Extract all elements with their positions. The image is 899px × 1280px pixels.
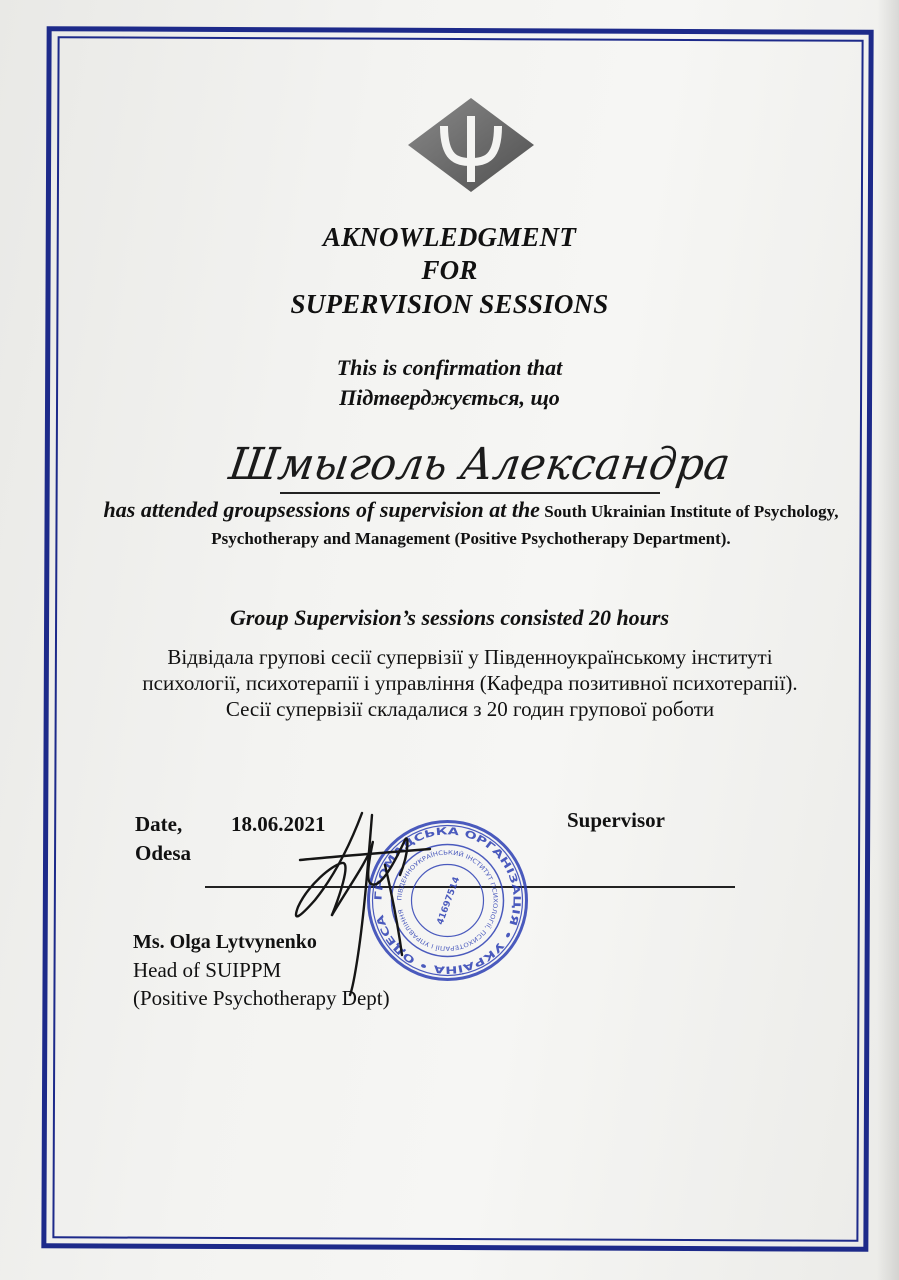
stamp-code: 41697514 xyxy=(435,875,463,927)
name-underline xyxy=(280,492,660,494)
english-body-institution: South Ukrainian Institute of Psychology, Psychotherapy and Management (Positive Psychotherapy Department). xyxy=(211,502,839,548)
page-edge-shadow xyxy=(877,0,899,1280)
ukrainian-line-3: Сесії супервізії складалися з 20 годин групової роботи xyxy=(225,697,715,721)
title-line-1: AKNOWLEDGMENT xyxy=(322,222,577,252)
stamp-inner-text: ПІВДЕННОУКРАЇНСЬКИЙ ІНСТИТУТ ПСИХОЛОГІЇ, ПСИХОТЕРАПІЇ І УПРАВЛІННЯ xyxy=(396,849,499,952)
confirmation-english: This is confirmation that xyxy=(336,355,563,380)
ukrainian-body xyxy=(90,644,850,722)
supervisor-label: Supervisor xyxy=(567,808,666,832)
signer-department: (Positive Psychotherapy Dept) xyxy=(133,986,390,1010)
ukrainian-line-1: Відвідала групові сесії супервізії у Південноукраїнському інституті xyxy=(167,645,773,669)
english-body-lead: has attended groupsessions of supervision at the xyxy=(103,497,540,522)
ukrainian-line-2: психології, психотерапії і управління (Кафедра позитивної психотерапії). xyxy=(142,671,798,695)
title-line-2: FOR xyxy=(421,255,478,285)
signer-name: Ms. Olga Lytvynenko xyxy=(133,931,317,953)
date-label: Date, xyxy=(135,812,183,836)
confirmation-ukrainian: Підтверджується, що xyxy=(339,385,560,410)
handwritten-signature xyxy=(280,805,450,1000)
date-value: 18.06.2021 xyxy=(231,812,326,836)
signer-title: Head of SUIPPM xyxy=(133,958,282,982)
city-label: Odesa xyxy=(135,841,192,865)
recipient-handwritten-name xyxy=(226,433,746,495)
stamp-outer-text: ГРОМАДСЬКА ОРГАНІЗАЦІЯ • УКРАЇНА • ОДЕСА xyxy=(373,826,522,975)
english-body xyxy=(96,496,846,552)
title-line-3: SUPERVISION SESSIONS xyxy=(290,289,609,319)
inner-border xyxy=(52,36,863,1242)
recipient-name-text: Шмыголь Александра xyxy=(226,439,746,490)
psi-logo-icon xyxy=(406,96,536,194)
hours-line: Group Supervision’s sessions consisted 20 hours xyxy=(229,605,670,630)
